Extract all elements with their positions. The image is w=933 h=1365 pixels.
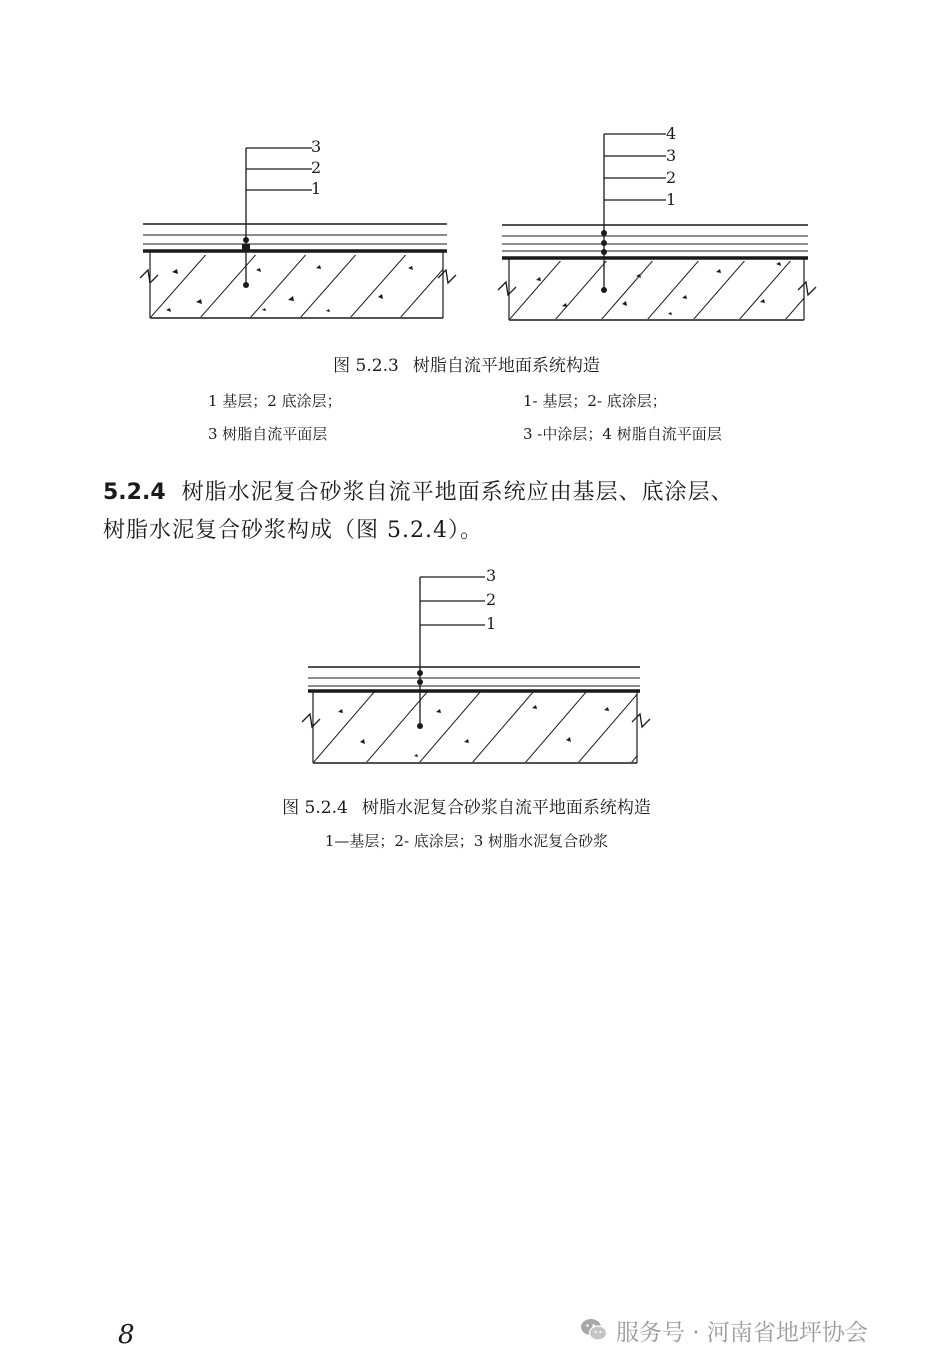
paragraph-line-1 xyxy=(103,474,863,512)
watermark-text: 服务号 · 河南省地坪协会 xyxy=(616,1319,868,1346)
figure-b-label-4: 4 xyxy=(666,124,677,143)
caption-523-number: 图 5.2.3 xyxy=(333,356,399,376)
wechat-icon xyxy=(580,1317,608,1343)
paragraph-line-2: 树脂水泥复合砂浆构成（图 5.2.4）。 xyxy=(103,518,483,543)
watermark xyxy=(580,1312,910,1348)
figure-a-label-2: 2 xyxy=(311,158,322,177)
section-number: 5.2.4 xyxy=(103,480,166,505)
figure-c-label-1: 1 xyxy=(486,614,497,633)
caption-524-title: 树脂水泥复合砂浆自流平地面系统构造 xyxy=(361,798,651,818)
figure-c-label-3: 3 xyxy=(486,566,497,585)
figure-5-2-3-caption xyxy=(0,351,933,376)
caption-523-title: 树脂自流平地面系统构造 xyxy=(412,356,600,376)
legend-523-right-1: 1- 基层；2- 底涂层； xyxy=(523,392,667,410)
legend-523-right-2: 3 -中涂层；4 树脂自流平面层 xyxy=(523,425,722,443)
paragraph-5-2-4 xyxy=(103,474,863,550)
figure-c-label-2: 2 xyxy=(486,590,497,609)
figure-b-label-1: 1 xyxy=(666,190,677,209)
legend-524: 1—基层；2- 底涂层；3 树脂水泥复合砂浆 xyxy=(324,832,609,850)
legend-523-left-1: 1 基层；2 底涂层； xyxy=(208,392,342,410)
figure-b-label-2: 2 xyxy=(666,168,677,187)
legend-523-left-2: 3 树脂自流平面层 xyxy=(208,425,328,443)
figure-a-label-1: 1 xyxy=(311,179,322,198)
figure-b-label-3: 3 xyxy=(666,146,677,165)
paragraph-text-1: 树脂水泥复合砂浆自流平地面系统应由基层、底涂层、 xyxy=(181,480,734,505)
page-number: 8 xyxy=(118,1320,135,1350)
figure-5-2-4-caption xyxy=(0,793,933,818)
caption-524-number: 图 5.2.4 xyxy=(282,798,348,818)
figure-a-label-3: 3 xyxy=(311,137,322,156)
